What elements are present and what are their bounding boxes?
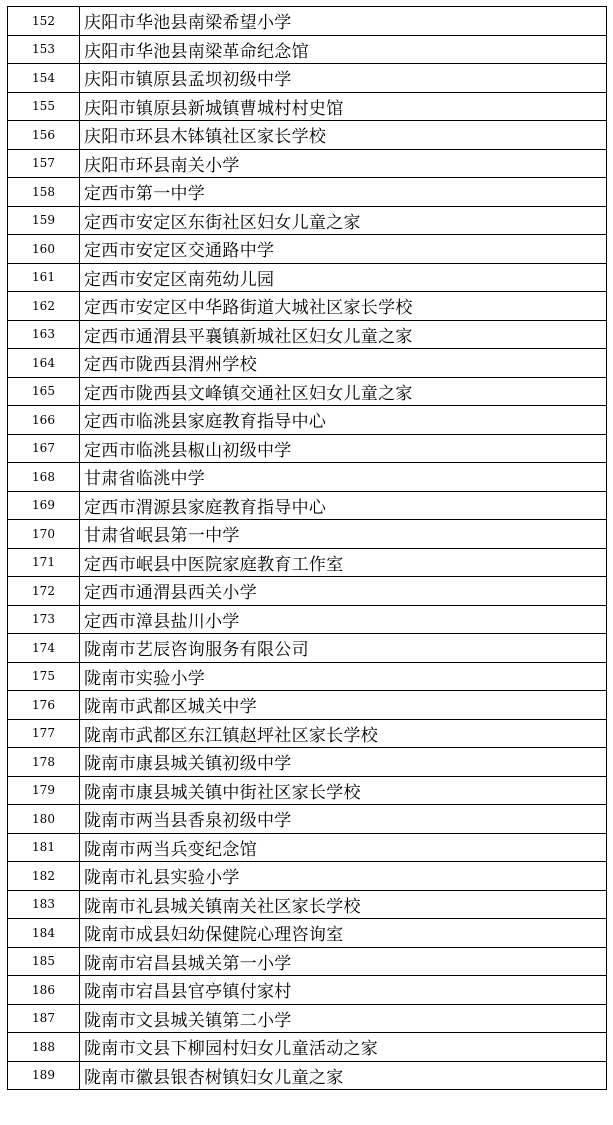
table-row (8, 1033, 607, 1062)
institution-name-cell: 陇南市实验小学 (80, 662, 607, 691)
table-row (8, 149, 607, 178)
table-row (8, 377, 607, 406)
row-number-cell: 169 (8, 491, 80, 520)
institution-name-cell: 庆阳市环县木钵镇社区家长学校 (80, 121, 607, 150)
table-row (8, 634, 607, 663)
table-row (8, 691, 607, 720)
table-body (8, 7, 607, 1090)
row-number-cell: 161 (8, 263, 80, 292)
row-number-cell: 176 (8, 691, 80, 720)
institution-name-cell: 陇南市礼县城关镇南关社区家长学校 (80, 890, 607, 919)
row-number-cell: 152 (8, 7, 80, 36)
row-number-cell: 156 (8, 121, 80, 150)
institution-name-cell: 甘肃省岷县第一中学 (80, 520, 607, 549)
institution-name-cell: 陇南市成县妇幼保健院心理咨询室 (80, 919, 607, 948)
table-row (8, 748, 607, 777)
row-number-cell: 164 (8, 349, 80, 378)
row-number-cell: 155 (8, 92, 80, 121)
table-row (8, 947, 607, 976)
row-number-cell: 158 (8, 178, 80, 207)
row-number-cell: 163 (8, 320, 80, 349)
institution-name-cell: 陇南市艺辰咨询服务有限公司 (80, 634, 607, 663)
table-row (8, 862, 607, 891)
table-row (8, 7, 607, 36)
institution-name-cell: 陇南市徽县银杏树镇妇女儿童之家 (80, 1061, 607, 1090)
institution-name-cell: 定西市渭源县家庭教育指导中心 (80, 491, 607, 520)
institution-name-cell: 陇南市两当县香泉初级中学 (80, 805, 607, 834)
institution-name-cell: 庆阳市华池县南梁希望小学 (80, 7, 607, 36)
table-row (8, 292, 607, 321)
table-row (8, 890, 607, 919)
institution-name-cell: 定西市临洮县家庭教育指导中心 (80, 406, 607, 435)
row-number-cell: 168 (8, 463, 80, 492)
row-number-cell: 167 (8, 434, 80, 463)
institution-name-cell: 庆阳市镇原县新城镇曹城村村史馆 (80, 92, 607, 121)
table-row (8, 805, 607, 834)
institution-name-cell: 陇南市武都区城关中学 (80, 691, 607, 720)
institution-list-table (7, 6, 607, 1090)
table-row (8, 235, 607, 264)
table-row (8, 320, 607, 349)
institution-name-cell: 定西市安定区中华路街道大城社区家长学校 (80, 292, 607, 321)
table-row (8, 919, 607, 948)
institution-name-cell: 定西市第一中学 (80, 178, 607, 207)
row-number-cell: 181 (8, 833, 80, 862)
row-number-cell: 153 (8, 35, 80, 64)
institution-name-cell: 定西市安定区交通路中学 (80, 235, 607, 264)
table-row (8, 434, 607, 463)
table-row (8, 605, 607, 634)
institution-name-cell: 陇南市两当兵变纪念馆 (80, 833, 607, 862)
table-row (8, 662, 607, 691)
table-row (8, 520, 607, 549)
institution-name-cell: 定西市通渭县西关小学 (80, 577, 607, 606)
institution-name-cell: 陇南市宕昌县城关第一小学 (80, 947, 607, 976)
table-row (8, 263, 607, 292)
table-row (8, 491, 607, 520)
institution-name-cell: 定西市安定区南苑幼儿园 (80, 263, 607, 292)
table-row (8, 206, 607, 235)
institution-name-cell: 定西市陇西县渭州学校 (80, 349, 607, 378)
table-row (8, 349, 607, 378)
table-row (8, 833, 607, 862)
row-number-cell: 170 (8, 520, 80, 549)
table-row (8, 1004, 607, 1033)
row-number-cell: 180 (8, 805, 80, 834)
table-row (8, 64, 607, 93)
row-number-cell: 160 (8, 235, 80, 264)
table-row (8, 719, 607, 748)
institution-name-cell: 定西市临洮县椒山初级中学 (80, 434, 607, 463)
table-row (8, 1061, 607, 1090)
row-number-cell: 189 (8, 1061, 80, 1090)
institution-name-cell: 庆阳市华池县南梁革命纪念馆 (80, 35, 607, 64)
table-row (8, 463, 607, 492)
table-row (8, 776, 607, 805)
row-number-cell: 177 (8, 719, 80, 748)
row-number-cell: 184 (8, 919, 80, 948)
row-number-cell: 154 (8, 64, 80, 93)
row-number-cell: 171 (8, 548, 80, 577)
institution-name-cell: 定西市陇西县文峰镇交通社区妇女儿童之家 (80, 377, 607, 406)
institution-name-cell: 庆阳市镇原县孟坝初级中学 (80, 64, 607, 93)
institution-name-cell: 陇南市文县下柳园村妇女儿童活动之家 (80, 1033, 607, 1062)
institution-name-cell: 定西市漳县盐川小学 (80, 605, 607, 634)
institution-name-cell: 定西市岷县中医院家庭教育工作室 (80, 548, 607, 577)
row-number-cell: 175 (8, 662, 80, 691)
institution-name-cell: 陇南市礼县实验小学 (80, 862, 607, 891)
table-row (8, 548, 607, 577)
institution-name-cell: 陇南市宕昌县官亭镇付家村 (80, 976, 607, 1005)
table-row (8, 577, 607, 606)
institution-name-cell: 定西市安定区东街社区妇女儿童之家 (80, 206, 607, 235)
row-number-cell: 173 (8, 605, 80, 634)
row-number-cell: 157 (8, 149, 80, 178)
row-number-cell: 174 (8, 634, 80, 663)
table-row (8, 35, 607, 64)
row-number-cell: 166 (8, 406, 80, 435)
row-number-cell: 178 (8, 748, 80, 777)
institution-name-cell: 陇南市文县城关镇第二小学 (80, 1004, 607, 1033)
table-row (8, 121, 607, 150)
institution-name-cell: 定西市通渭县平襄镇新城社区妇女儿童之家 (80, 320, 607, 349)
table-row (8, 976, 607, 1005)
row-number-cell: 162 (8, 292, 80, 321)
table-row (8, 92, 607, 121)
institution-name-cell: 陇南市康县城关镇初级中学 (80, 748, 607, 777)
row-number-cell: 179 (8, 776, 80, 805)
row-number-cell: 165 (8, 377, 80, 406)
institution-name-cell: 陇南市武都区东江镇赵坪社区家长学校 (80, 719, 607, 748)
row-number-cell: 183 (8, 890, 80, 919)
institution-name-cell: 陇南市康县城关镇中街社区家长学校 (80, 776, 607, 805)
institution-name-cell: 甘肃省临洮中学 (80, 463, 607, 492)
table-row (8, 178, 607, 207)
row-number-cell: 185 (8, 947, 80, 976)
row-number-cell: 172 (8, 577, 80, 606)
institution-name-cell: 庆阳市环县南关小学 (80, 149, 607, 178)
row-number-cell: 186 (8, 976, 80, 1005)
table-row (8, 406, 607, 435)
row-number-cell: 188 (8, 1033, 80, 1062)
row-number-cell: 159 (8, 206, 80, 235)
row-number-cell: 187 (8, 1004, 80, 1033)
row-number-cell: 182 (8, 862, 80, 891)
